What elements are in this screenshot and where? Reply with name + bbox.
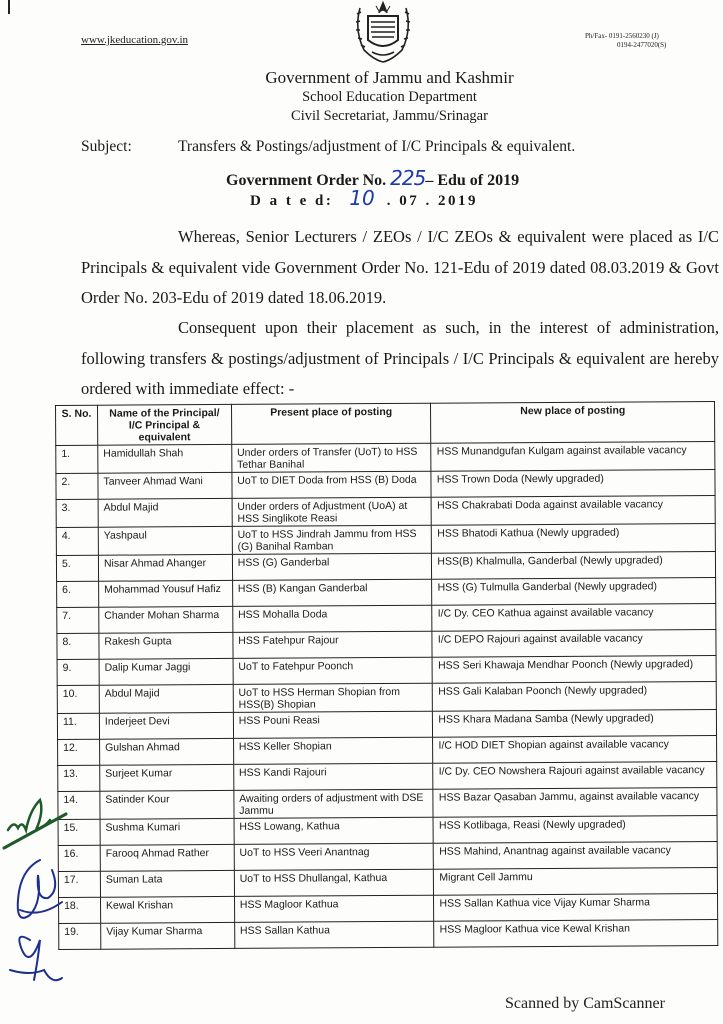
subject-text: Transfers & Postings/adjustment of I/C Principals & equivalent. [178, 138, 576, 155]
table-row [58, 841, 717, 871]
cell-new-posting: HSS Trown Doda (Newly upgraded) [431, 469, 715, 497]
cell-new-posting: I/C Dy. CEO Kathua against available vacancy [432, 603, 716, 631]
website-link[interactable]: www.jkeducation.gov.in [81, 34, 189, 46]
cell-name: Surjeet Kumar [100, 764, 234, 791]
letterhead-government: Government of Jammu and Kashmir [265, 68, 514, 87]
table-row [56, 469, 715, 499]
cell-sno: 19. [59, 923, 101, 949]
cell-new-posting: HSS Gali Kalaban Poonch (Newly upgraded) [433, 681, 717, 711]
cell-new-posting: HSS Bhatodi Kathua (Newly upgraded) [432, 523, 716, 553]
cell-name: Chander Mohan Sharma [99, 606, 233, 633]
order-prefix: Government Order No. [226, 172, 391, 189]
cell-new-posting: I/C DEPO Rajouri against available vacancy [432, 629, 716, 657]
cell-name: Inderjeet Devi [99, 712, 233, 739]
cell-sno: 3. [56, 499, 98, 527]
camscanner-watermark: Scanned by CamScanner [505, 995, 665, 1012]
cell-name: Rakesh Gupta [99, 632, 233, 659]
cell-present-posting: HSS Pouni Reasi [233, 711, 433, 738]
table-row [58, 787, 717, 819]
cell-sno: 4. [56, 527, 98, 555]
cell-present-posting: Under orders of Transfer (UoT) to HSS Tethar Banihal [232, 443, 432, 472]
table-row [58, 735, 717, 765]
cell-new-posting: HSS Chakrabati Doda against available vacancy [432, 495, 716, 525]
cell-new-posting: HSS Magloor Kathua vice Kewal Krishan [434, 919, 718, 947]
cell-sno: 16. [58, 845, 100, 871]
table-row [56, 551, 715, 581]
cell-present-posting: UoT to Fatehpur Poonch [233, 657, 433, 684]
cell-new-posting: HSS Munandgufan Kulgam against available vacancy [431, 441, 715, 471]
cell-new-posting: HSS(B) Khalmulla, Ganderbal (Newly upgraded) [432, 551, 716, 579]
table-row [57, 629, 716, 659]
cell-name: Hamidullah Shah [98, 444, 232, 473]
cell-sno: 1. [56, 445, 98, 473]
table-row [56, 523, 715, 555]
letterhead-department: School Education Department [302, 89, 477, 105]
cell-sno: 18. [59, 897, 101, 923]
table-row [57, 603, 716, 633]
cell-present-posting: Under orders of Adjustment (UoA) at HSS Singlikote Reasi [232, 497, 432, 526]
phfax-label: Ph/Fax- [585, 32, 609, 40]
cell-name: Gulshan Ahmad [99, 738, 233, 765]
cell-present-posting: HSS Mohalla Doda [233, 605, 433, 632]
cell-name: Abdul Majid [99, 684, 233, 713]
cell-present-posting: Awaiting orders of adjustment with DSE Jammu [234, 789, 434, 818]
header-name: Name of the Principal/ I/C Principal & equivalent [97, 404, 231, 445]
cell-present-posting: HSS Kandi Rajouri [233, 763, 433, 790]
table-row [58, 761, 717, 791]
cell-name: Yashpaul [98, 526, 232, 555]
cell-present-posting: HSS Magloor Kathua [234, 895, 434, 922]
scan-edge-mark [8, 0, 10, 14]
handwritten-initials-icon [0, 790, 70, 990]
table-header-row [56, 401, 715, 445]
cell-present-posting: HSS Sallan Kathua [234, 921, 434, 948]
cell-name: Dalip Kumar Jaggi [99, 658, 233, 685]
paragraph-whereas: Whereas, Senior Lecturers / ZEOs / I/C ZEOs & equivalent were placed as I/C Principals & equivalent vide Government Order No. 121-Edu of 2019 dated 08.03.2019 & Govt Order No. 203-Edu of 2019 dated 18.06.2019. [81, 227, 719, 307]
cell-name: Farooq Ahmad Rather [100, 844, 234, 871]
cell-name: Abdul Majid [98, 498, 232, 527]
cell-sno: 11. [57, 713, 99, 739]
cell-new-posting: Migrant Cell Jammu [434, 867, 718, 895]
cell-sno: 7. [57, 607, 99, 633]
cell-sno: 2. [56, 473, 98, 499]
cell-sno: 10. [57, 685, 99, 713]
letterhead-address: Civil Secretariat, Jammu/Srinagar [291, 108, 488, 124]
cell-new-posting: HSS (G) Tulmulla Ganderbal (Newly upgraded) [432, 577, 716, 605]
cell-sno: 9. [57, 659, 99, 685]
phfax-number-srinagar: 0194-2477020(S) [617, 41, 667, 49]
cell-name: Sushma Kumari [100, 818, 234, 845]
subject-label: Subject: [81, 138, 132, 155]
table-row [57, 577, 716, 607]
cell-name: Vijay Kumar Sharma [101, 922, 235, 949]
state-emblem-icon [352, 0, 414, 66]
table-row [59, 919, 718, 949]
cell-present-posting: UoT to HSS Veeri Anantnag [234, 843, 434, 870]
cell-new-posting: HSS Bazar Qasaban Jammu, against available vacancy [433, 787, 717, 817]
cell-present-posting: UoT to HSS Dhullangal, Kathua [234, 869, 434, 896]
order-suffix: – Edu of 2019 [425, 172, 520, 189]
date-rest: . 07 . 2019 [386, 193, 479, 209]
cell-name: Kewal Krishan [100, 896, 234, 923]
phfax-number-jammu: 0191-2560230 (J) [608, 32, 659, 40]
cell-present-posting: HSS Keller Shopian [233, 737, 433, 764]
cell-sno: 14. [58, 791, 100, 819]
order-number-handwritten: 225 [390, 166, 426, 190]
cell-present-posting: UoT to DIET Doda from HSS (B) Doda [232, 471, 432, 498]
cell-present-posting: UoT to HSS Jindrah Jammu from HSS (G) Banihal Ramban [232, 525, 432, 554]
cell-sno: 12. [58, 739, 100, 765]
cell-name: Suman Lata [100, 870, 234, 897]
table-row [57, 681, 716, 713]
subject-line [81, 138, 575, 156]
dated-label: D a t e d: [250, 193, 334, 209]
cell-present-posting: HSS Fatehpur Rajour [233, 631, 433, 658]
cell-new-posting: HSS Kotlibaga, Reasi (Newly upgraded) [433, 815, 717, 843]
cell-sno: 8. [57, 633, 99, 659]
cell-present-posting: UoT to HSS Herman Shopian from HSS(B) Shopian [233, 683, 433, 712]
table-row [56, 441, 715, 473]
header-new-posting: New place of posting [431, 401, 715, 443]
cell-name: Mohammad Yousuf Hafiz [99, 580, 233, 607]
header-sno: S. No. [56, 405, 98, 445]
table-row [58, 815, 717, 845]
cell-present-posting: HSS Lowang, Kathua [234, 817, 434, 844]
day-handwritten: 10 [349, 186, 375, 210]
order-date [250, 186, 478, 210]
cell-name: Tanveer Ahmad Wani [98, 472, 232, 499]
cell-new-posting: HSS Khara Madana Samba (Newly upgraded) [433, 709, 717, 737]
header-present-posting: Present place of posting [231, 403, 431, 444]
cell-new-posting: I/C HOD DIET Shopian against available vacancy [433, 735, 717, 763]
phone-fax [585, 32, 666, 50]
cell-sno: 5. [56, 555, 98, 581]
cell-present-posting: HSS (G) Ganderbal [232, 553, 432, 580]
table-row [57, 709, 716, 739]
cell-sno: 13. [58, 765, 100, 791]
cell-name: Nisar Ahmad Ahanger [98, 554, 232, 581]
table-row [57, 655, 716, 685]
table-row [58, 867, 717, 897]
cell-new-posting: HSS Mahind, Anantnag against available vacancy [434, 841, 718, 869]
cell-sno: 6. [57, 581, 99, 607]
cell-new-posting: I/C Dy. CEO Nowshera Rajouri against available vacancy [433, 761, 717, 789]
cell-sno: 17. [58, 871, 100, 897]
cell-sno: 15. [58, 819, 100, 845]
cell-new-posting: HSS Sallan Kathua vice Vijay Kumar Sharma [434, 893, 718, 921]
cell-present-posting: HSS (B) Kangan Ganderbal [232, 579, 432, 606]
table-row [56, 495, 715, 527]
cell-name: Satinder Kour [100, 790, 234, 819]
transfers-table [55, 401, 718, 950]
cell-new-posting: HSS Seri Khawaja Mendhar Poonch (Newly upgraded) [433, 655, 717, 683]
table-row [59, 893, 718, 923]
paragraph-consequent: Consequent upon their placement as such, in the interest of administration, following transfers & postings/adjustment of Principals / I/C Principals & equivalent are hereby ordered with immediate effect: - [81, 318, 719, 398]
